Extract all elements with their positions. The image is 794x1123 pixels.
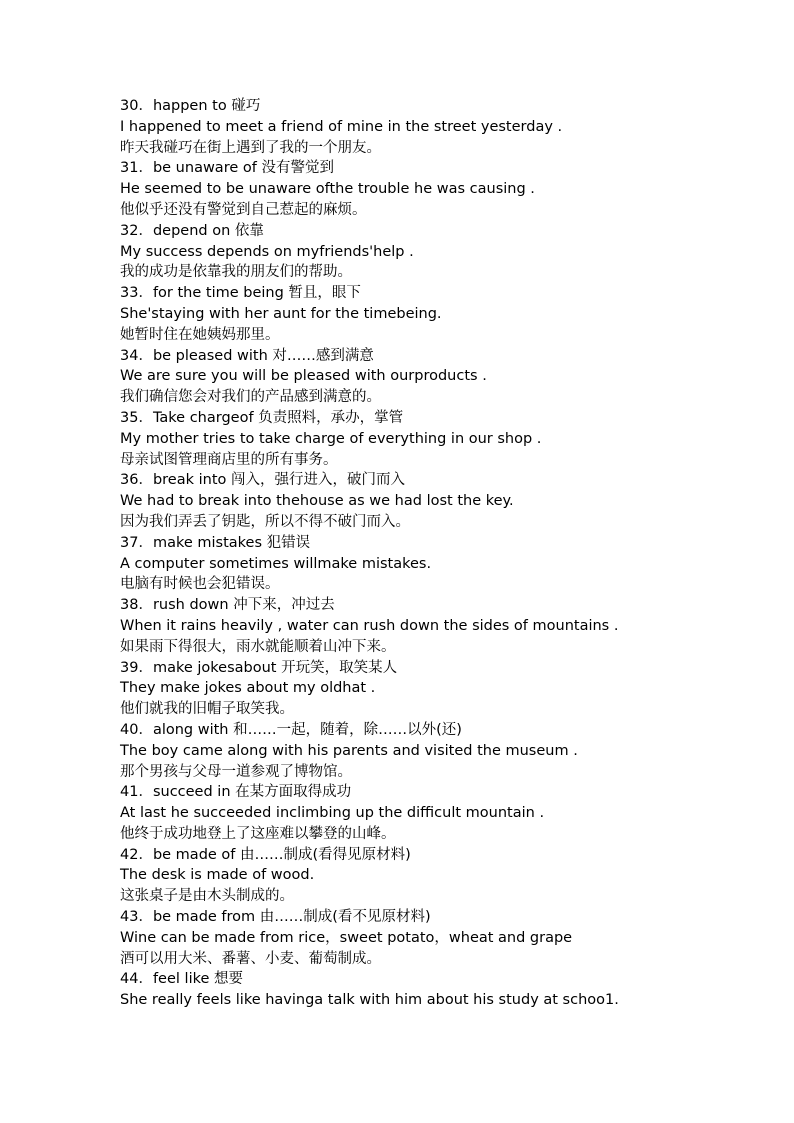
entry-english-example: We had to break into thehouse as we had lost the key. [120, 493, 514, 510]
entry-chinese-translation: 母亲试图管理商店里的所有事务。 [120, 451, 338, 468]
entry-english-example: She'staying with her aunt for the timebeing. [120, 305, 442, 322]
entry-english-example: The boy came along with his parents and visited the museum . [120, 742, 578, 759]
entry-heading: 44．feel like 想要 [120, 971, 244, 988]
entry-chinese-translation: 我们确信您会对我们的产品感到满意的。 [120, 389, 381, 406]
entry-heading: 42．be made of 由……制成(看得见原材料) [120, 846, 411, 863]
entry-chinese-translation: 他们就我的旧帽子取笑我。 [120, 701, 294, 718]
entry-chinese-translation: 因为我们弄丢了钥匙，所以不得不破门而入。 [120, 513, 410, 530]
entry-english-example: The desk is made of wood. [120, 867, 315, 884]
entry-heading: 41．succeed in 在某方面取得成功 [120, 784, 352, 801]
entry-english-example: My mother tries to take charge of everything in our shop . [120, 430, 542, 447]
entry-chinese-translation: 电脑有时候也会犯错误。 [120, 576, 280, 593]
entry-heading: 33．for the time being 暂且，眼下 [120, 285, 361, 302]
entry-heading: 38．rush down 冲下来，冲过去 [120, 597, 335, 614]
entry-heading: 43．be made from 由……制成(看不见原材料) [120, 909, 431, 926]
entry-chinese-translation: 昨天我碰巧在街上遇到了我的一个朋友。 [120, 139, 381, 156]
entry-chinese-translation: 我的成功是依靠我的朋友们的帮助。 [120, 264, 352, 281]
entry-heading: 39．make jokesabout 开玩笑，取笑某人 [120, 659, 398, 676]
entry-english-example: A computer sometimes willmake mistakes. [120, 555, 432, 572]
entry-heading: 35．Take chargeof 负责照料，承办，掌管 [120, 409, 404, 426]
entry-heading: 31．be unaware of 没有警觉到 [120, 160, 334, 177]
entry-english-example: When it rains heavily , water can rush down the sides of mountains . [120, 617, 619, 634]
entry-english-example: She really feels like havinga talk with him about his study at schoo1. [120, 992, 619, 1009]
entry-english-example: They make jokes about my oldhat . [120, 680, 376, 697]
entry-chinese-translation: 他似乎还没有警觉到自己惹起的麻烦。 [120, 201, 367, 218]
entry-english-example: He seemed to be unaware ofthe trouble he was causing . [120, 181, 535, 198]
entry-heading: 32．depend on 依靠 [120, 222, 264, 239]
entry-english-example: Wine can be made from rice，sweet potato，wheat and grape [120, 929, 573, 946]
entry-english-example: I happened to meet a friend of mine in the street yesterday . [120, 118, 563, 135]
entry-heading: 36．break into 闯入，强行进入，破门而入 [120, 472, 405, 489]
entry-chinese-translation: 酒可以用大米、番薯、小麦、葡萄制成。 [120, 950, 381, 967]
entry-chinese-translation: 那个男孩与父母一道参观了博物馆。 [120, 763, 352, 780]
entry-heading: 34．be pleased with 对……感到满意 [120, 347, 374, 364]
entry-heading: 30．happen to 碰巧 [120, 98, 261, 114]
entry-chinese-translation: 她暂时住在她姨妈那里。 [120, 326, 280, 343]
entry-english-example: We are sure you will be pleased with ourproducts . [120, 368, 487, 385]
entry-english-example: My success depends on myfriends'help . [120, 243, 414, 260]
entry-heading: 40．along with 和……一起，随着，除……以外(还) [120, 721, 462, 738]
entry-heading: 37．make mistakes 犯错误 [120, 534, 311, 551]
document-page [120, 96, 720, 1011]
entry-english-example: At last he succeeded inclimbing up the difficult mountain . [120, 805, 545, 822]
entry-chinese-translation: 如果雨下得很大，雨水就能顺着山冲下来。 [120, 638, 396, 655]
entry-chinese-translation: 这张桌子是由木头制成的。 [120, 888, 294, 905]
entry-chinese-translation: 他终于成功地登上了这座难以攀登的山峰。 [120, 825, 396, 842]
